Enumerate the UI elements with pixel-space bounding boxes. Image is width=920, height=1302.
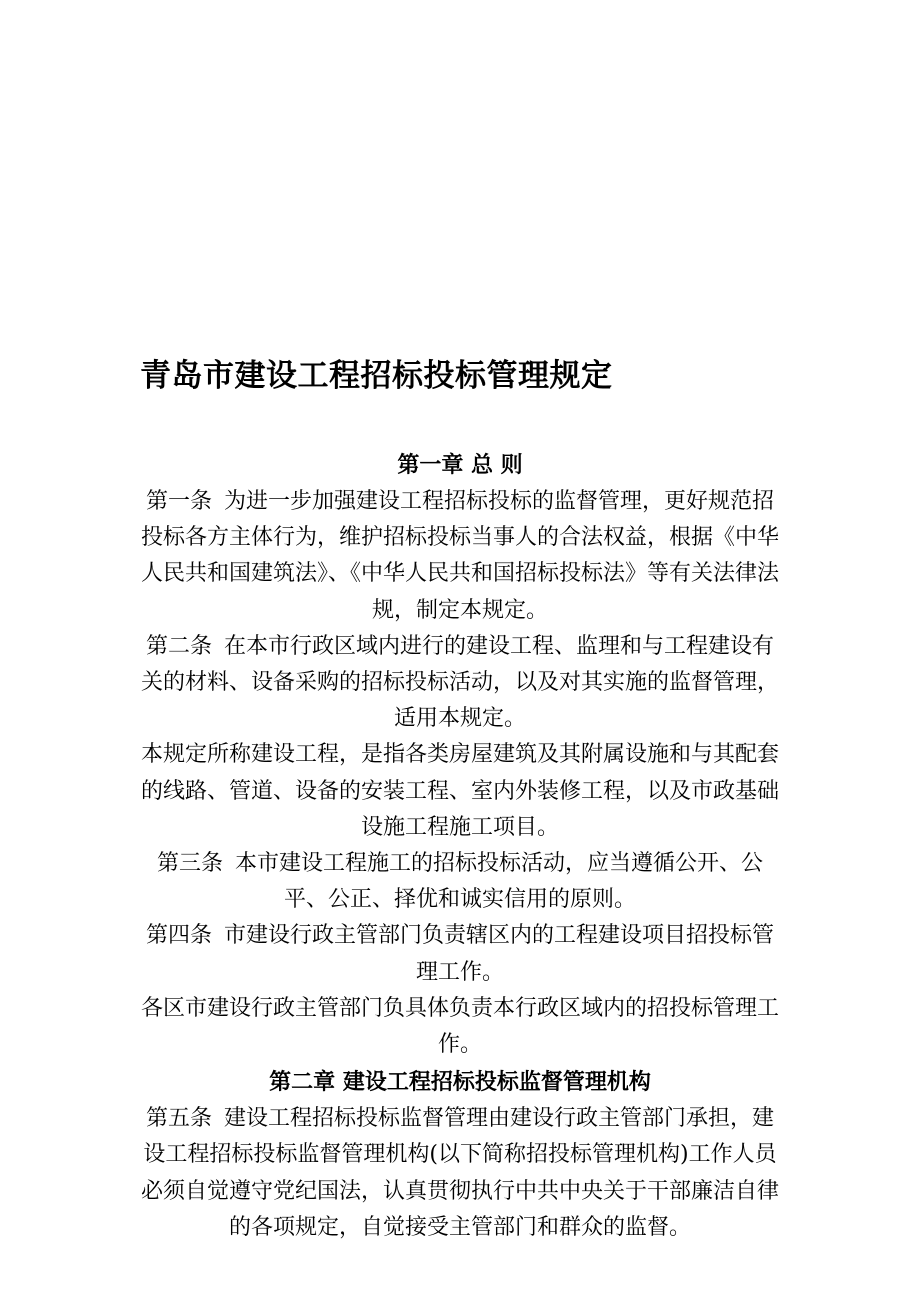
article-text: 本市建设工程施工的招标投标活动，应当遵循公开、公平、公正、择优和诚实信用的原则。 xyxy=(235,851,764,913)
article-text: 市建设行政主管部门负责辖区内的工程建设项目招投标管理工作。 xyxy=(224,923,775,985)
article-4 xyxy=(136,918,784,990)
chapter-heading-1: 第一章 总 则 xyxy=(397,452,523,478)
document-body xyxy=(136,446,784,1246)
paragraph-district-management xyxy=(136,991,784,1063)
article-label: 第五条 xyxy=(145,1106,212,1132)
article-3 xyxy=(136,846,784,918)
paragraph-text: 本规定所称建设工程，是指各类房屋建筑及其附属设施和与其配套的线路、管道、设备的安装工程、室内外装修工程，以及市政基础设施工程施工项目。 xyxy=(140,742,779,840)
paragraph-text: 各区市建设行政主管部门负具体负责本行政区域内的招投标管理工作。 xyxy=(140,995,779,1058)
chapter-heading-2: 第二章 建设工程招标投标监督管理机构 xyxy=(269,1069,651,1096)
article-text: 为进一步加强建设工程招标投标的监督管理，更好规范招投标各方主体行为，维护招标投标当事人的合法权益，根据《中华人民共和国建筑法》、《中华人民共和国招标投标法》等有关法律法规，制定本规定。 xyxy=(140,489,779,623)
article-label: 第三条 xyxy=(156,851,223,877)
document-title: 青岛市建设工程招标投标管理规定 xyxy=(140,358,613,394)
article-label: 第一条 xyxy=(145,489,212,514)
article-2 xyxy=(136,629,784,738)
article-label: 第四条 xyxy=(145,923,212,949)
article-5 xyxy=(136,1101,784,1246)
article-label: 第二条 xyxy=(145,633,212,659)
paragraph-construction-definition xyxy=(136,737,784,846)
article-text: 建设工程招标投标监督管理由建设行政主管部门承担，建设工程招标投标监督管理机构(以下简称招投标管理机构)工作人员必须自觉遵守党纪国法，认真贯彻执行中共中央关于干部廉洁自律的各项规定，自觉接受主管部门和群众的监督。 xyxy=(140,1106,779,1240)
article-1 xyxy=(136,484,784,629)
article-text: 在本市行政区域内进行的建设工程、监理和与工程建设有关的材料、设备采购的招标投标活动，以及对其实施的监督管理，适用本规定。 xyxy=(140,633,779,732)
